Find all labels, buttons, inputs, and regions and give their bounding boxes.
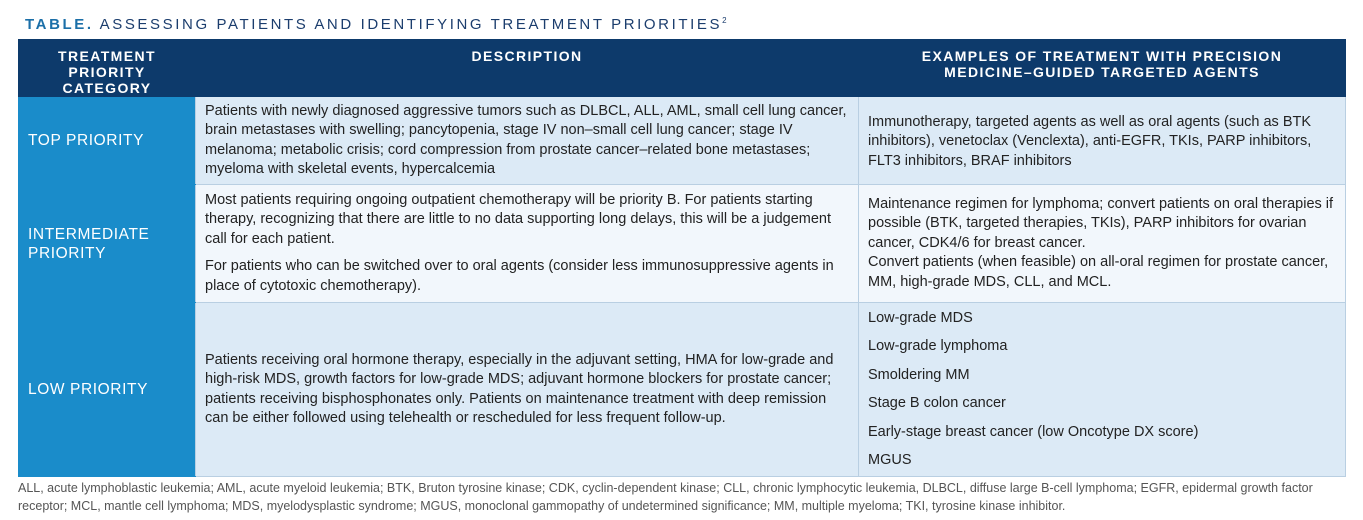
description-text: For patients who can be switched over to oral agents (consider less immunosuppressive agents in place of cytotoxic chemotherapy). <box>205 258 834 294</box>
header-category: TREATMENT PRIORITY CATEGORY <box>19 40 196 97</box>
header-description: DESCRIPTION <box>196 40 859 97</box>
table-row <box>19 185 1346 303</box>
table-title <box>25 16 727 33</box>
description-cell <box>196 303 859 477</box>
examples-cell <box>859 185 1346 303</box>
category-cell: INTERMEDIATE PRIORITY <box>19 185 196 303</box>
examples-text: Maintenance regimen for lymphoma; convert patients on oral therapies if possible (BTK, targeted therapies, TKIs), PARP inhibitors for ovarian cancer, CDK4/6 for breast cancer. <box>868 195 1334 251</box>
description-cell <box>196 185 859 303</box>
examples-cell <box>859 303 1346 477</box>
category-cell: LOW PRIORITY <box>19 303 196 477</box>
header-examples: EXAMPLES OF TREATMENT WITH PRECISION MEDICINE–GUIDED TARGETED AGENTS <box>859 40 1346 97</box>
table-title-lead: TABLE. <box>25 16 94 33</box>
examples-list-item: Early-stage breast cancer (low Oncotype DX score) <box>868 423 1199 440</box>
examples-text: Immunotherapy, targeted agents as well as oral agents (such as BTK inhibitors), venetoclax (Venclexta), anti-EGFR, TKIs, PARP inhibitors, FLT3 inhibitors, BRAF inhibitors <box>868 113 1312 169</box>
examples-list-item: MGUS <box>868 452 912 469</box>
examples-cell <box>859 97 1346 185</box>
description-text: Most patients requiring ongoing outpatient chemotherapy will be priority B. For patients starting therapy, recognizing that there are little to no data supporting long delays, this will be a judgement call for each patient. <box>205 191 832 247</box>
table-header-row <box>19 40 1346 97</box>
category-cell: TOP PRIORITY <box>19 97 196 185</box>
table-row <box>19 97 1346 185</box>
footnote: ALL, acute lymphoblastic leukemia; AML, acute myeloid leukemia; BTK, Bruton tyrosine kinase; CDK, cyclin-dependent kinase; CLL, chronic lymphocytic leukemia, DLBCL, diffuse large B-cell lymphoma; EGFR, epidermal growth factor receptor; MCL, mantle cell lymphoma; MDS, myelodysplastic syndrome; MGUS, monoclonal gammopathy of undetermined significance; MM, multiple myeloma; TKI, tyrosine kinase inhibitor. <box>18 481 1313 513</box>
examples-list-item: Low-grade MDS <box>868 309 973 326</box>
examples-list-item: Low-grade lymphoma <box>868 338 1008 355</box>
table-title-ref: 2 <box>722 16 727 25</box>
priority-table <box>18 39 1346 477</box>
examples-list-item: Smoldering MM <box>868 366 970 383</box>
examples-text: Convert patients (when feasible) on all-oral regimen for prostate cancer, MM, high-grade MDS, CLL, and MCL. <box>868 254 1329 290</box>
table-title-text: ASSESSING PATIENTS AND IDENTIFYING TREATMENT PRIORITIES <box>99 16 723 33</box>
table-row <box>19 303 1346 477</box>
examples-list-item: Stage B colon cancer <box>868 395 1006 412</box>
description-text: Patients receiving oral hormone therapy, especially in the adjuvant setting, HMA for low-grade and high-risk MDS, growth factors for low-grade MDS; adjuvant hormone blockers for prostate cancer; patients receiving bisphosphonates only. Patients on maintenance treatment with deep remission can be either followed using telehealth or rescheduled for less frequent follow-up. <box>205 351 834 426</box>
description-text: Patients with newly diagnosed aggressive tumors such as DLBCL, ALL, AML, small cell lung cancer, brain metastases with swelling; pancytopenia, stage IV non–small cell lung cancer; stage IV melanoma; metabolic crisis; cord compression from prostate cancer–related bone metastases; myeloma with skeletal events, hypercalcemia <box>205 102 847 177</box>
description-cell <box>196 97 859 185</box>
